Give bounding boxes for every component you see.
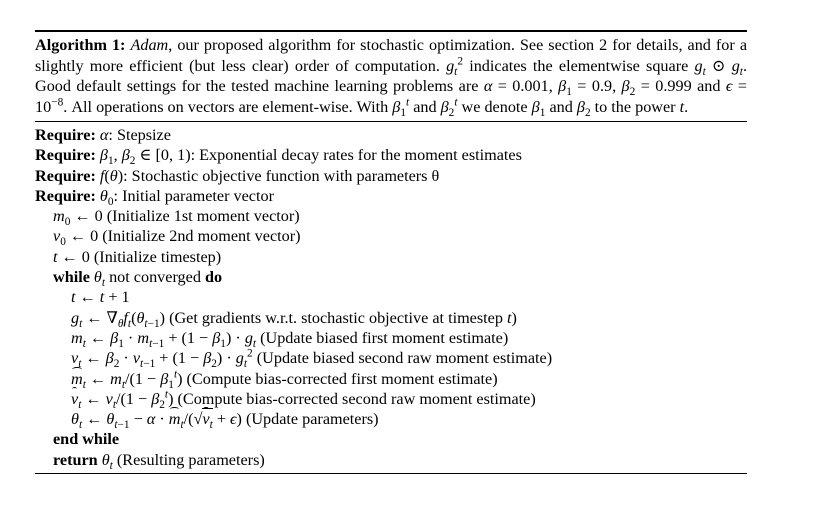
require-text: : Initial parameter vector [113, 186, 274, 205]
algorithm-box [35, 30, 747, 474]
init-line: $v_0$ ← 0 (Initialize 2nd moment vector) [53, 227, 301, 249]
caption-text: . Good default settings for the tested machine learning problems are [35, 56, 747, 95]
require-keyword: Require: [35, 126, 96, 144]
caption-text: and [409, 97, 441, 116]
step-text: (Get gradients w.r.t. stochastic objective at timestep [165, 308, 507, 327]
while-line: while $\theta_t$ not converged do [53, 268, 223, 290]
require-keyword: Require: [35, 186, 96, 205]
require-text: : Stepsize [108, 126, 171, 144]
step-text: (Update parameters) [241, 410, 379, 429]
while-keyword: while [53, 268, 90, 287]
require-line: Require: $\theta_0$: Initial parameter vector [35, 186, 274, 209]
caption-text: , our proposed algorithm for stochastic optimization. See section 2 for details, and for a slightly more efficient (but less clear) order of computation. [35, 36, 748, 75]
step-text: (Compute bias-corrected second raw moment estimate) [173, 389, 536, 408]
caption-text: . All operations on vectors are element-wise. With [63, 97, 393, 116]
require-text: : Exponential decay rates for the moment estimates [190, 146, 522, 165]
caption-text: indicates the elementwise square [463, 56, 695, 75]
step-line: $v_t$ ← $v_t/(1 - \beta_2^t)$ (Compute bias-corrected second raw moment estimate) [71, 388, 536, 412]
algorithm-label: Algorithm 1: [35, 36, 126, 54]
caption-text: we denote [457, 97, 532, 116]
algorithm-caption: Algorithm 1: Adam, our proposed algorithm for stochastic optimization. See section 2 for details, and for a slightly more efficient (but less clear) order of computation. $g_t^2$ indicates the elementwise square $g_t$ ⊙ $g_t$. Good default settings for the tested machine learning problems are α = 0.001, $\beta_1 = 0.9$, $\beta_2 = 0.999$ and $\epsilon = 10^{-8}$. All operations on vectors are element-wise. With $\beta_1^t$ and $\beta_2^t$ we denote $\beta_1$ and $\beta_2$ to the power t. [35, 36, 748, 119]
caption-text: and [691, 77, 726, 95]
step-text: (Update biased first moment estimate) [256, 328, 509, 347]
return-line: return $\theta_t$ (Resulting parameters) [53, 450, 265, 472]
require-keyword: Require: [35, 146, 96, 165]
step-line: $g_t$ ← $\nabla_\theta f_t(\theta_{t-1})$ (Get gradients w.r.t. stochastic objective at timestep t) [71, 308, 517, 330]
end-while-line [35, 429, 747, 449]
step-text: (Compute bias-corrected first moment estimate) [182, 369, 498, 388]
step-line: $v_t$ ← $\beta_2 \cdot v_{t-1} + (1 - \beta_2) \cdot g_t^2$ (Update biased second raw moment estimate) [71, 347, 553, 371]
step-line: $m_t$ ← $\beta_1 \cdot m_{t-1} + (1 - \beta_1) \cdot g_t$ (Update biased first moment estimate) [71, 328, 509, 351]
require-keyword: Require: [35, 166, 96, 185]
init-text: (Initialize timestep) [89, 247, 222, 266]
return-keyword: return [53, 450, 98, 469]
require-text: : Stochastic objective function with parameters θ [123, 166, 440, 185]
caption-text: to the power [590, 97, 680, 116]
do-keyword: do [204, 268, 223, 287]
bottom-rule [35, 473, 747, 474]
step-text: (Update biased second raw moment estimate) [252, 349, 553, 368]
require-line: Require: f(θ): Stochastic objective function with parameters θ [35, 166, 440, 185]
return-text: (Resulting parameters) [112, 450, 265, 469]
init-text: (Initialize 1st moment vector) [102, 207, 300, 226]
step-line: $\theta_t$ ← $\theta_{t-1} - \alpha \cdot m_t/(√v_t + \epsilon)$ (Update parameters) [71, 410, 379, 432]
caption-text: and [545, 97, 577, 116]
while-condition: not converged [105, 268, 205, 287]
end-while-keyword: end while [53, 430, 120, 449]
step-line: t ← t + 1 [71, 288, 130, 307]
require-line: Require: $\beta_1$, $\beta_2$ ∈ [0, 1): Exponential decay rates for the moment estimates [35, 146, 522, 168]
init-line: $m_0$ ← 0 (Initialize 1st moment vector) [53, 207, 300, 229]
step-line: $m_t$ ← $m_t/(1 - \beta_1^t)$ (Compute bias-corrected first moment estimate) [71, 368, 498, 391]
caption-text: . [684, 97, 689, 116]
init-line: t ← 0 (Initialize timestep) [53, 247, 222, 266]
require-line: Require: α: Stepsize [35, 126, 171, 144]
algorithm-name: Adam [130, 36, 169, 54]
init-text: (Initialize 2nd moment vector) [98, 227, 301, 246]
algorithm-body [35, 122, 747, 473]
